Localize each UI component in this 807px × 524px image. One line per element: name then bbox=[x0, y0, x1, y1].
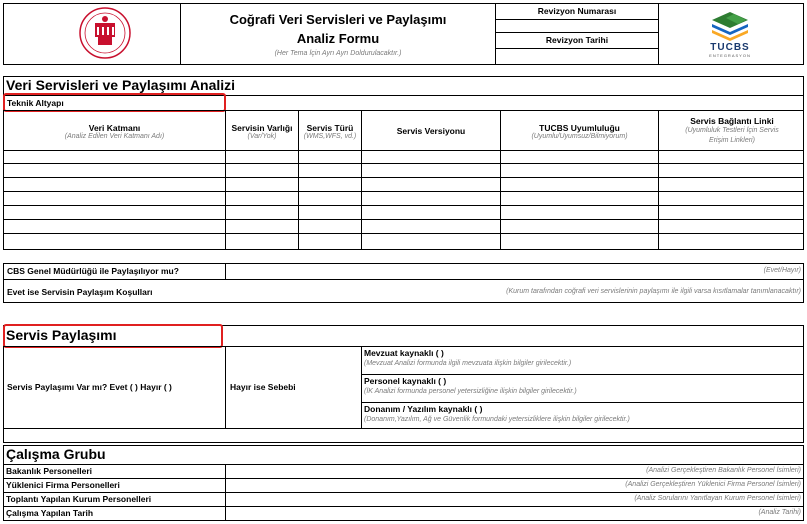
workgroup-contractor-label: Yüklenici Firma Personelleri bbox=[6, 480, 120, 490]
col-header-service-link: Servis Bağlantı Linki (Uyumluluk Testleri İçin Servis Erişim Linkleri) bbox=[685, 116, 779, 144]
form-title-line1: Coğrafi Veri Servisleri ve Paylaşımı bbox=[229, 11, 447, 27]
workgroup-ministry-label: Bakanlık Personelleri bbox=[6, 466, 92, 476]
table-row[interactable] bbox=[4, 192, 804, 204]
revision-date-label: Revizyon Tarihi bbox=[545, 35, 609, 45]
col-header-data-layer: Veri Katmanı (Analiz Edilen Veri Katmanı Adı) bbox=[64, 122, 165, 140]
ministry-logo bbox=[78, 5, 132, 61]
workgroup-contractor-hint[interactable]: (Analizi Gerçekleştiren Yüklenici Firma Personel İsimleri) bbox=[625, 481, 801, 488]
reason-hardware-software[interactable] bbox=[364, 404, 804, 428]
no-reason-label: Hayır ise Sebebi bbox=[230, 382, 296, 392]
col-header-tucbs-compliance: TUCBS Uyumluluğu (Uyumlu/Uyumsuz/Bilmiyorum) bbox=[531, 122, 628, 140]
technical-infrastructure-label: Teknik Altyapı bbox=[7, 98, 64, 108]
form-subtitle: (Her Tema İçin Ayrı Ayrı Doldurulacaktır.) bbox=[274, 49, 402, 57]
table-row[interactable] bbox=[4, 220, 804, 232]
col-header-service-existence: Servisin Varlığı (Var/Yok) bbox=[231, 122, 293, 140]
analysis-section-title: Veri Servisleri ve Paylaşımı Analizi bbox=[6, 77, 236, 93]
sharing-conditions-hint: (Kurum tarafından coğrafi veri servislerinin paylaşımı ile ilgili varsa kısıtlamalar tanımlanacaktır) bbox=[506, 288, 801, 295]
tucbs-layers-icon bbox=[710, 10, 750, 42]
table-row[interactable] bbox=[4, 206, 804, 218]
reason-legislation[interactable] bbox=[364, 348, 804, 374]
service-sharing-question: Servis Paylaşımı Var mı? Evet ( ) Hayır ( ) bbox=[7, 382, 172, 392]
table-row[interactable] bbox=[4, 234, 804, 248]
service-sharing-title: Servis Paylaşımı bbox=[6, 327, 117, 343]
tucbs-logo-text: TUCBS bbox=[710, 42, 750, 53]
tucbs-logo-subtext: ENTEGRASYON bbox=[709, 53, 751, 58]
revision-number-label: Revizyon Numarası bbox=[537, 6, 617, 16]
reason-hardware-software-hint: (Donanım,Yazılım, Ağ ve Güvenlik formundaki yetersizliklere ilişkin bilgiler girilecektir.) bbox=[364, 416, 630, 423]
table-row[interactable] bbox=[4, 151, 804, 163]
sharing-conditions-question: Evet ise Servisin Paylaşım Koşulları bbox=[7, 287, 153, 297]
form-title-block bbox=[181, 5, 495, 63]
reason-personnel[interactable] bbox=[364, 376, 804, 402]
work-group-title: Çalışma Grubu bbox=[6, 446, 106, 462]
shared-with-gis-hint: (Evet/Hayır) bbox=[763, 267, 801, 274]
workgroup-date-label: Çalışma Yapılan Tarih bbox=[6, 508, 94, 518]
reason-hardware-software-title: Donanım / Yazılım kaynaklı ( ) bbox=[364, 404, 483, 414]
revision-number-label-cell bbox=[496, 4, 658, 18]
reason-personnel-hint: (İK Analizi formunda personel yetersizliğine ilişkin bilgiler girilecektir.) bbox=[364, 388, 577, 395]
form-title-line2: Analiz Formu bbox=[296, 30, 380, 46]
shared-with-gis-input[interactable] bbox=[226, 264, 746, 278]
workgroup-institution-hint[interactable]: (Analiz Sorularını Yanıtlayan Kurum Personel İsimleri) bbox=[634, 495, 801, 502]
revision-date-label-cell bbox=[496, 33, 658, 47]
workgroup-date-hint[interactable]: (Analiz Tarihi) bbox=[758, 509, 801, 516]
reason-personnel-title: Personel kaynaklı ( ) bbox=[364, 376, 447, 386]
workgroup-ministry-hint[interactable]: (Analizi Gerçekleştiren Bakanlık Personel İsimleri) bbox=[646, 467, 801, 474]
col-header-service-version: Servis Versiyonu bbox=[396, 126, 466, 136]
reason-legislation-hint: (Mevzuat Analizi formunda ilgili mevzuata ilişkin bilgiler girilecektir.) bbox=[364, 360, 572, 367]
highlight-service-sharing bbox=[3, 324, 223, 348]
workgroup-institution-label: Toplantı Yapılan Kurum Personelleri bbox=[6, 494, 152, 504]
table-row[interactable] bbox=[4, 164, 804, 176]
reason-legislation-title: Mevzuat kaynaklı ( ) bbox=[364, 348, 444, 358]
tucbs-logo bbox=[690, 5, 770, 63]
table-row[interactable] bbox=[4, 178, 804, 190]
col-header-service-type: Servis Türü (WMS,WFS, vd.) bbox=[303, 122, 357, 140]
shared-with-gis-question: CBS Genel Müdürlüğü ile Paylaşılıyor mu? bbox=[7, 266, 179, 276]
